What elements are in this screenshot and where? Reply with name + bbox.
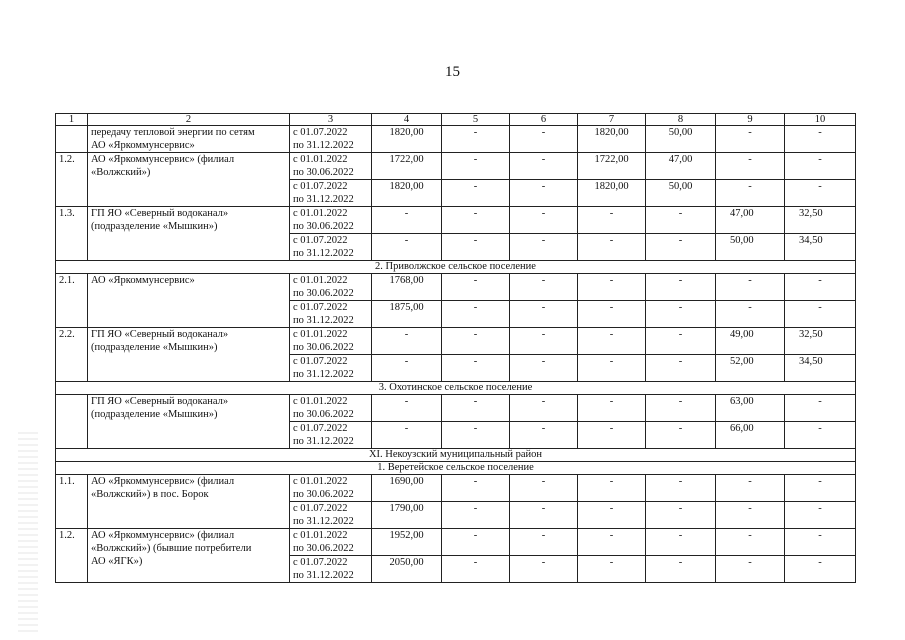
value-cell: - (510, 126, 578, 153)
section-row (56, 261, 856, 274)
value-cell: - (510, 556, 578, 583)
table-row (56, 207, 856, 234)
value-cell: - (510, 422, 578, 449)
header-row (56, 114, 856, 126)
cell-text: по 31.12.2022 (293, 516, 354, 527)
value-cell: - (646, 529, 716, 556)
cell-text: по 31.12.2022 (293, 369, 354, 380)
value-cell: 1820,00 (372, 180, 442, 207)
value-cell: - (785, 475, 856, 502)
table-row (56, 395, 856, 422)
cell-text: «Волжский») (бывшие потребители (91, 543, 252, 554)
value-cell: - (372, 234, 442, 261)
value-cell: 63,00 (716, 395, 785, 422)
period-cell (290, 422, 372, 449)
cell-text: «Волжский») в пос. Борок (91, 489, 209, 500)
cell-text: АО «Яркоммунсервис» (филиал (91, 530, 235, 541)
cell-text: с 01.07.2022 (293, 235, 348, 246)
value-cell: - (372, 207, 442, 234)
value-cell: - (442, 301, 510, 328)
value-cell: - (442, 529, 510, 556)
section-title: XI. Некоузский муниципальный район (56, 449, 856, 462)
value-cell: - (785, 395, 856, 422)
organization-name (88, 207, 290, 261)
cell-text: по 30.06.2022 (293, 342, 354, 353)
page-number: 15 (445, 64, 460, 80)
scan-artifact (18, 432, 38, 632)
cell-text: АО «Яркоммунсервис» (91, 140, 195, 151)
cell-text: ГП ЯО «Северный водоканал» (91, 208, 229, 219)
table-body (56, 114, 856, 583)
cell-text: по 30.06.2022 (293, 167, 354, 178)
cell-text: по 31.12.2022 (293, 140, 354, 151)
column-header: 2 (88, 114, 290, 126)
value-cell: 49,00 (716, 328, 785, 355)
period-cell (290, 180, 372, 207)
table-row (56, 126, 856, 153)
value-cell: - (785, 301, 856, 328)
value-cell: - (442, 395, 510, 422)
tariff-table (55, 113, 856, 583)
value-cell: 1820,00 (578, 126, 646, 153)
cell-text: по 31.12.2022 (293, 248, 354, 259)
cell-text: по 30.06.2022 (293, 288, 354, 299)
cell-text: с 01.07.2022 (293, 356, 348, 367)
section-title: 2. Приволжское сельское поселение (56, 261, 856, 274)
cell-text: с 01.01.2022 (293, 396, 348, 407)
value-cell: - (646, 301, 716, 328)
value-cell: 2050,00 (372, 556, 442, 583)
organization-name (88, 328, 290, 382)
period-cell (290, 301, 372, 328)
cell-text: по 31.12.2022 (293, 194, 354, 205)
column-header: 3 (290, 114, 372, 126)
cell-text: «Волжский») (91, 167, 151, 178)
value-cell: - (442, 328, 510, 355)
value-cell: - (716, 153, 785, 180)
row-number: 2.2. (56, 328, 88, 382)
value-cell: - (646, 274, 716, 301)
cell-text: по 30.06.2022 (293, 489, 354, 500)
value-cell: - (578, 556, 646, 583)
value-cell: - (716, 301, 785, 328)
cell-text: по 30.06.2022 (293, 543, 354, 554)
period-cell (290, 207, 372, 234)
column-header: 5 (442, 114, 510, 126)
value-cell: - (372, 355, 442, 382)
value-cell: - (716, 475, 785, 502)
cell-text: с 01.07.2022 (293, 503, 348, 514)
value-cell: - (785, 180, 856, 207)
value-cell: - (578, 207, 646, 234)
organization-name (88, 153, 290, 207)
value-cell: - (442, 556, 510, 583)
value-cell: 1790,00 (372, 502, 442, 529)
cell-text: ГП ЯО «Северный водоканал» (91, 329, 229, 340)
column-header: 10 (785, 114, 856, 126)
column-header: 4 (372, 114, 442, 126)
value-cell: 50,00 (646, 126, 716, 153)
value-cell: - (442, 234, 510, 261)
row-number (56, 126, 88, 153)
value-cell: - (578, 422, 646, 449)
period-cell (290, 475, 372, 502)
cell-text: передачу тепловой энергии по сетям (91, 127, 255, 138)
value-cell: - (646, 234, 716, 261)
value-cell: 32,50 (785, 328, 856, 355)
value-cell: 52,00 (716, 355, 785, 382)
value-cell: - (442, 126, 510, 153)
table-row (56, 529, 856, 556)
value-cell: - (716, 502, 785, 529)
value-cell: 1820,00 (578, 180, 646, 207)
value-cell: - (646, 556, 716, 583)
value-cell: - (510, 529, 578, 556)
period-cell (290, 274, 372, 301)
value-cell: 32,50 (785, 207, 856, 234)
value-cell: - (646, 328, 716, 355)
row-number: 2.1. (56, 274, 88, 328)
value-cell: 50,00 (716, 234, 785, 261)
value-cell: 1820,00 (372, 126, 442, 153)
row-number: 1.3. (56, 207, 88, 261)
value-cell: 1952,00 (372, 529, 442, 556)
cell-text: по 31.12.2022 (293, 315, 354, 326)
table-row (56, 328, 856, 355)
cell-text: ГП ЯО «Северный водоканал» (91, 396, 229, 407)
cell-text: (подразделение «Мышкин») (91, 409, 218, 420)
value-cell: - (510, 355, 578, 382)
table-row (56, 475, 856, 502)
cell-text: по 30.06.2022 (293, 409, 354, 420)
value-cell: - (646, 395, 716, 422)
value-cell: - (578, 355, 646, 382)
value-cell: 1722,00 (578, 153, 646, 180)
value-cell: - (578, 395, 646, 422)
value-cell: - (442, 207, 510, 234)
organization-name (88, 126, 290, 153)
column-header: 7 (578, 114, 646, 126)
value-cell: - (510, 207, 578, 234)
value-cell: 66,00 (716, 422, 785, 449)
value-cell: - (510, 274, 578, 301)
value-cell: - (646, 355, 716, 382)
cell-text: с 01.01.2022 (293, 208, 348, 219)
value-cell: 50,00 (646, 180, 716, 207)
value-cell: - (578, 274, 646, 301)
value-cell: - (372, 395, 442, 422)
value-cell: 1690,00 (372, 475, 442, 502)
cell-text: по 30.06.2022 (293, 221, 354, 232)
value-cell: 1722,00 (372, 153, 442, 180)
section-row (56, 382, 856, 395)
row-number: 1.1. (56, 475, 88, 529)
cell-text: по 31.12.2022 (293, 570, 354, 581)
cell-text: АО «Яркоммунсервис» (филиал (91, 476, 235, 487)
value-cell: - (510, 301, 578, 328)
cell-text: с 01.01.2022 (293, 329, 348, 340)
value-cell: - (510, 234, 578, 261)
value-cell: - (785, 153, 856, 180)
value-cell: - (646, 475, 716, 502)
value-cell: - (578, 475, 646, 502)
period-cell (290, 529, 372, 556)
value-cell: - (785, 529, 856, 556)
cell-text: с 01.01.2022 (293, 530, 348, 541)
row-number: 1.2. (56, 529, 88, 583)
value-cell: - (785, 556, 856, 583)
organization-name (88, 529, 290, 583)
cell-text: с 01.07.2022 (293, 423, 348, 434)
value-cell: - (578, 529, 646, 556)
section-title: 3. Охотинское сельское поселение (56, 382, 856, 395)
cell-text: с 01.07.2022 (293, 302, 348, 313)
value-cell: - (785, 422, 856, 449)
section-row (56, 462, 856, 475)
value-cell: - (442, 274, 510, 301)
value-cell: - (442, 180, 510, 207)
cell-text: АО «Яркоммунсервис» (91, 275, 195, 286)
value-cell: - (442, 475, 510, 502)
value-cell: - (578, 328, 646, 355)
cell-text: с 01.01.2022 (293, 275, 348, 286)
cell-text: АО «ЯГК») (91, 556, 143, 567)
cell-text: (подразделение «Мышкин») (91, 221, 218, 232)
value-cell: - (785, 274, 856, 301)
organization-name (88, 274, 290, 328)
period-cell (290, 234, 372, 261)
value-cell: - (716, 529, 785, 556)
value-cell: - (510, 475, 578, 502)
value-cell: - (442, 502, 510, 529)
cell-text: с 01.01.2022 (293, 476, 348, 487)
cell-text: с 01.07.2022 (293, 127, 348, 138)
value-cell: 47,00 (646, 153, 716, 180)
value-cell: 47,00 (716, 207, 785, 234)
value-cell: - (442, 422, 510, 449)
cell-text: (подразделение «Мышкин») (91, 342, 218, 353)
value-cell: - (442, 153, 510, 180)
row-number (56, 395, 88, 449)
organization-name (88, 475, 290, 529)
cell-text: с 01.01.2022 (293, 154, 348, 165)
value-cell: - (510, 180, 578, 207)
period-cell (290, 328, 372, 355)
value-cell: - (510, 502, 578, 529)
table-row (56, 153, 856, 180)
value-cell: - (785, 126, 856, 153)
value-cell: - (372, 328, 442, 355)
table-row (56, 274, 856, 301)
period-cell (290, 395, 372, 422)
period-cell (290, 153, 372, 180)
value-cell: - (442, 355, 510, 382)
value-cell: - (578, 301, 646, 328)
cell-text: по 31.12.2022 (293, 436, 354, 447)
value-cell: - (646, 207, 716, 234)
value-cell: - (716, 180, 785, 207)
value-cell: - (510, 153, 578, 180)
value-cell: - (510, 328, 578, 355)
value-cell: - (716, 274, 785, 301)
period-cell (290, 126, 372, 153)
organization-name (88, 395, 290, 449)
cell-text: с 01.07.2022 (293, 181, 348, 192)
period-cell (290, 355, 372, 382)
value-cell: 34,50 (785, 234, 856, 261)
column-header: 8 (646, 114, 716, 126)
section-title: 1. Веретейское сельское поселение (56, 462, 856, 475)
period-cell (290, 556, 372, 583)
value-cell: - (646, 422, 716, 449)
column-header: 1 (56, 114, 88, 126)
value-cell: - (578, 502, 646, 529)
cell-text: с 01.07.2022 (293, 557, 348, 568)
value-cell: 1875,00 (372, 301, 442, 328)
value-cell: - (646, 502, 716, 529)
value-cell: - (578, 234, 646, 261)
column-header: 9 (716, 114, 785, 126)
value-cell: - (372, 422, 442, 449)
value-cell: - (510, 395, 578, 422)
value-cell: 1768,00 (372, 274, 442, 301)
cell-text: АО «Яркоммунсервис» (филиал (91, 154, 235, 165)
value-cell: - (785, 502, 856, 529)
column-header: 6 (510, 114, 578, 126)
value-cell: - (716, 556, 785, 583)
section-row (56, 449, 856, 462)
row-number: 1.2. (56, 153, 88, 207)
value-cell: - (716, 126, 785, 153)
value-cell: 34,50 (785, 355, 856, 382)
period-cell (290, 502, 372, 529)
